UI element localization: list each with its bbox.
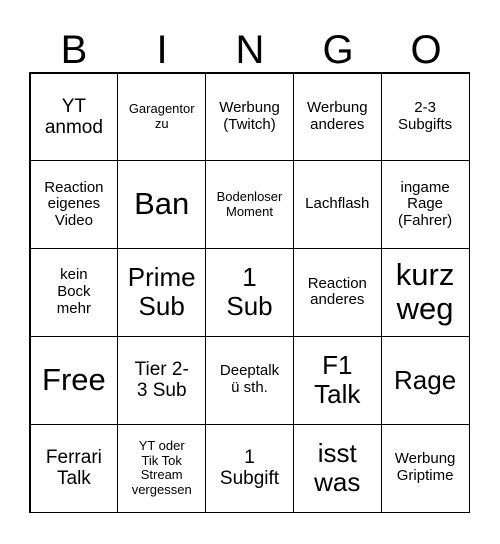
bingo-cell-r3c2[interactable]: Prime Sub bbox=[117, 248, 206, 337]
bingo-cell-r3c4[interactable]: Reaction anderes bbox=[293, 248, 382, 337]
bingo-cell-r2c3[interactable]: Bodenloser Moment bbox=[205, 160, 294, 249]
bingo-cell-r2c2[interactable]: Ban bbox=[117, 160, 206, 249]
bingo-cell-r3c5[interactable]: kurz weg bbox=[381, 248, 470, 337]
bingo-cell-r5c2[interactable]: YT oder Tik Tok Stream vergessen bbox=[117, 424, 206, 513]
bingo-cell-r4c4[interactable]: F1 Talk bbox=[293, 336, 382, 425]
bingo-cell-r4c1[interactable]: Free bbox=[30, 336, 119, 425]
header-letter-i: I bbox=[156, 28, 168, 72]
bingo-grid bbox=[29, 72, 470, 513]
bingo-cell-r2c5[interactable]: ingame Rage (Fahrer) bbox=[381, 160, 470, 249]
bingo-cell-r1c5[interactable]: 2-3 Subgifts bbox=[381, 73, 470, 162]
bingo-cell-r5c5[interactable]: Werbung Griptime bbox=[381, 424, 470, 513]
header-letter-o: O bbox=[410, 28, 442, 72]
bingo-cell-r5c1[interactable]: Ferrari Talk bbox=[30, 424, 119, 513]
bingo-cell-r4c2[interactable]: Tier 2- 3 Sub bbox=[117, 336, 206, 425]
header-letter-n: N bbox=[235, 28, 265, 72]
bingo-cell-r5c4[interactable]: isst was bbox=[293, 424, 382, 513]
bingo-cell-r1c3[interactable]: Werbung (Twitch) bbox=[205, 73, 294, 162]
header-letter-g: G bbox=[322, 28, 354, 72]
bingo-cell-r1c1[interactable]: YT anmod bbox=[30, 73, 119, 162]
bingo-header bbox=[30, 28, 470, 72]
bingo-cell-r2c4[interactable]: Lachflash bbox=[293, 160, 382, 249]
bingo-cell-r2c1[interactable]: Reaction eigenes Video bbox=[30, 160, 119, 249]
bingo-cell-r5c3[interactable]: 1 Subgift bbox=[205, 424, 294, 513]
bingo-cell-r1c2[interactable]: Garagentor zu bbox=[117, 73, 206, 162]
bingo-cell-r4c5[interactable]: Rage bbox=[381, 336, 470, 425]
bingo-cell-r4c3[interactable]: Deeptalk ü sth. bbox=[205, 336, 294, 425]
header-letter-b: B bbox=[60, 28, 88, 72]
bingo-cell-r3c1[interactable]: kein Bock mehr bbox=[30, 248, 119, 337]
bingo-cell-r3c3[interactable]: 1 Sub bbox=[205, 248, 294, 337]
bingo-cell-r1c4[interactable]: Werbung anderes bbox=[293, 73, 382, 162]
